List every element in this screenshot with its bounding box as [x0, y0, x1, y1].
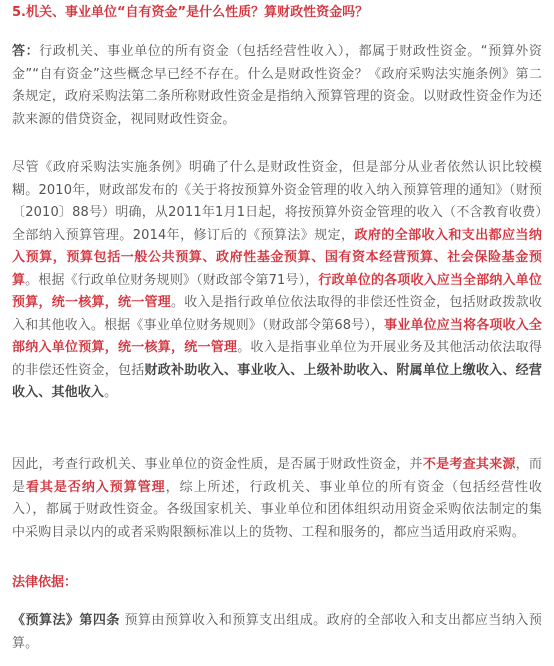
para3-highlight-2: 看其是否纳入预算管理	[25, 479, 166, 495]
para2-text-5: 。	[104, 385, 118, 400]
para2-highlight-2: 行政单位的各项收入应当全部纳入单位预算，统一核算，统一管理	[12, 272, 542, 310]
para3-text-2: ，而是	[12, 457, 542, 495]
para2-text-2: 。根据《行政单位财务规则》（财政部令第71号），	[25, 272, 319, 288]
para2-highlight-3: 事业单位应当将各项收入全部纳入单位预算，统一核算，统一管理	[12, 317, 542, 355]
conclusion-paragraph	[12, 454, 542, 544]
para2-text-1: 尽管《政府采购法实施条例》明确了什么是财政性资金，但是部分从业者依然认识比较模糊。2010年，财政部发布的《关于将按预算外资金管理的收入纳入预算管理的通知》（财预〔2010〕88号）明确，从2011年1月1日起，将按预算外资金管理的收入（不含教育收费）全部纳入预算管理。2014年，修订后的《预算法》规定，	[12, 160, 542, 243]
para3-text-1: 因此，考查行政机关、事业单位的资金性质，是否属于财政性资金，并	[12, 457, 423, 472]
question-heading: 5.机关、事业单位“自有资金”是什么性质？算财政性资金吗？	[12, 5, 369, 20]
para2-highlight-1: 政府的全部收入和支出都应当纳入预算，预算包括一般公共预算、政府性基金预算、国有资本经营预算、社会保险基金预算	[12, 227, 542, 288]
para2-bold-income-list: 财政补助收入、事业收入、上级补助收入、附属单位上缴收入、经营收入、其他收入	[12, 362, 542, 400]
article-text: 预算由预算收入和预算支出组成。政府的全部收入和支出都应当纳入预算。	[12, 613, 542, 651]
para3-highlight-1: 不是考查其来源	[422, 457, 516, 472]
article-title: 《预算法》第四条	[12, 613, 120, 628]
legal-basis-heading: 法律依据：	[12, 575, 78, 590]
answer-text: 行政机关、事业单位的所有资金（包括经营性收入），都属于财政性资金。“预算外资金”“自有资金”这些概念早已经不存在。什么是财政性资金？《政府采购法实施条例》第二条规定，政府采购法第二条所称财政性资金是指纳入预算管理的资金。以财政性资金作为还款来源的借贷资金，视同财政性资金。	[12, 44, 542, 127]
answer-paragraph	[12, 41, 542, 131]
para2-text-4: 。收入是指事业单位为开展业务及其他活动依法取得的非偿还性资金，包括	[12, 340, 542, 378]
budget-law-paragraph	[12, 157, 542, 405]
para2-text-3: 。收入是指行政单位依法取得的非偿还性资金，包括财政拨款收入和其他收入。根据《事业单位财务规则》（财政部令第68号），	[12, 295, 542, 333]
answer-label: 答：	[12, 44, 40, 59]
para3-text-3: ，综上所述，行政机关、事业单位的所有资金（包括经营性收入），都属于财政性资金。各级国家机关、事业单位和团体组织动用资金采购依法制定的集中采购目录以内的或者采购限额标准以上的货物、工程和服务的，都应当适用政府采购。	[12, 479, 542, 540]
legal-basis-paragraph	[12, 610, 542, 655]
